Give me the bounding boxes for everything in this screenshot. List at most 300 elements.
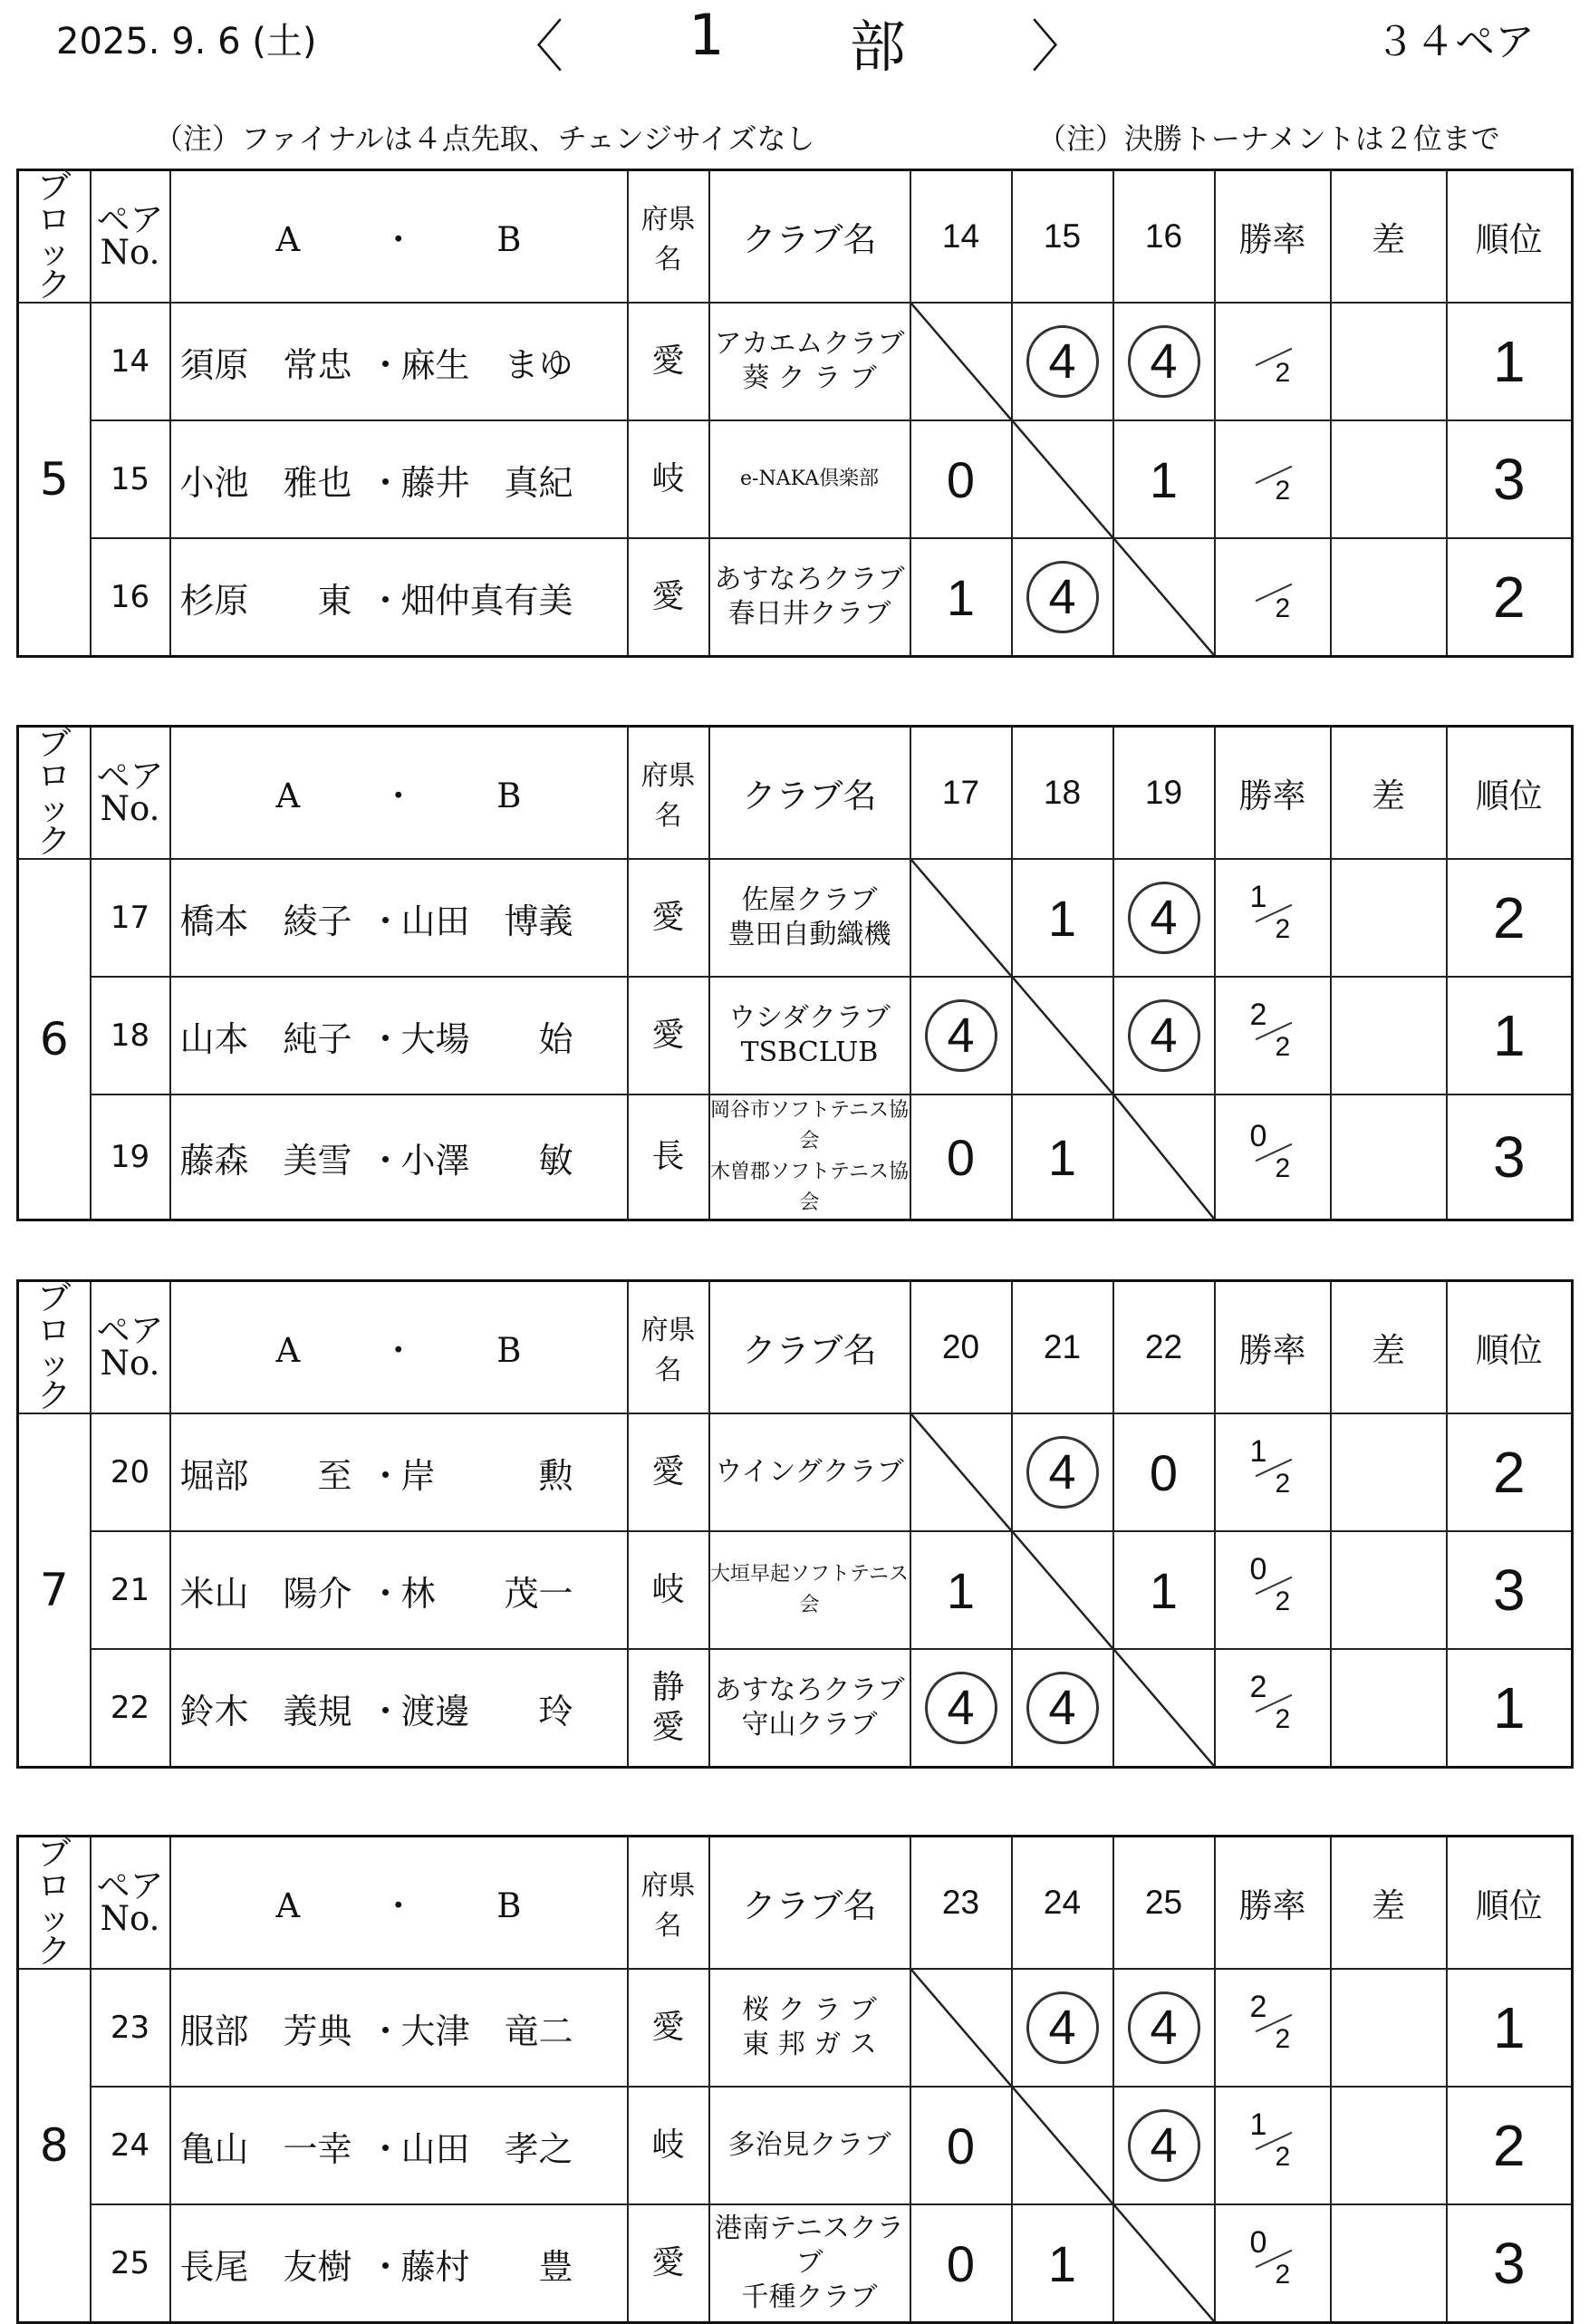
club-name — [709, 303, 910, 420]
col-players-header — [170, 1281, 628, 1414]
win-score-circled: 4 — [1026, 1991, 1099, 2064]
pair-count: ３４ペア — [1375, 19, 1535, 65]
col-block-header: ブロック — [18, 1281, 91, 1414]
block-table — [16, 1279, 1574, 1769]
club-name — [709, 1413, 910, 1531]
col-dot-label: ・ — [381, 1886, 416, 1925]
self-match-cell — [910, 1969, 1012, 2087]
table-row — [18, 1094, 1573, 1220]
table-row — [18, 1649, 1573, 1768]
prefecture: 静 愛 — [628, 1649, 709, 1768]
pair-number: 22 — [91, 1649, 170, 1768]
table-row — [18, 303, 1573, 420]
win-rate — [1215, 1649, 1331, 1768]
win-rate-denominator: 2 — [1275, 2259, 1291, 2290]
col-opponent-header: 16 — [1113, 170, 1215, 304]
rank: 2 — [1447, 1413, 1573, 1531]
name-separator: ・ — [368, 1455, 403, 1496]
player-a-name: 米山 陽介 — [179, 1573, 352, 1614]
point-difference — [1331, 1531, 1447, 1649]
player-a-name: 杉原 東 — [179, 580, 352, 621]
player-b-name: 岸 勲 — [400, 1455, 573, 1496]
name-separator: ・ — [368, 2011, 403, 2051]
club-name-line-1: ウイングクラブ — [715, 1456, 904, 1488]
point-difference — [1331, 538, 1447, 657]
prefecture: 岐 — [628, 420, 709, 538]
pair-number: 20 — [91, 1413, 170, 1531]
col-player-b-label: B — [496, 220, 522, 259]
pair-number: 16 — [91, 538, 170, 657]
player-names — [170, 1531, 628, 1649]
col-dot-label: ・ — [381, 1331, 416, 1370]
division-title — [507, 2, 1087, 82]
col-club-header: クラブ名 — [709, 1837, 910, 1970]
block-number: 6 — [18, 859, 91, 1220]
win-rate-fraction — [1241, 1119, 1305, 1191]
col-win-rate-header: 勝率 — [1215, 170, 1331, 304]
prefecture: 愛 — [628, 977, 709, 1094]
club-name-line-1: 佐屋クラブ — [741, 884, 878, 916]
win-rate-fraction — [1241, 323, 1305, 396]
col-player-a-label: A — [275, 1886, 301, 1925]
rank: 3 — [1447, 1531, 1573, 1649]
club-name-line-1: 多治見クラブ — [727, 2129, 891, 2161]
name-separator: ・ — [368, 2128, 403, 2169]
col-rank-header: 順位 — [1447, 1837, 1573, 1970]
self-match-cell — [1113, 1649, 1215, 1768]
club-name-line-2: 木曽郡ソフトテニス協会 — [709, 1161, 910, 1214]
name-separator: ・ — [368, 1691, 403, 1731]
club-name — [709, 538, 910, 657]
win-rate-numerator: 1 — [1249, 1433, 1267, 1469]
win-rate-fraction — [1241, 559, 1305, 632]
win-rate — [1215, 859, 1331, 977]
division-bracket-open: 〈 — [507, 14, 564, 80]
match-score-value: 1 — [946, 568, 976, 626]
match-score — [1012, 538, 1113, 657]
col-win-rate-header: 勝率 — [1215, 1281, 1331, 1414]
player-b-name: 麻生 まゆ — [400, 344, 573, 385]
win-rate-denominator: 2 — [1275, 475, 1291, 506]
win-score-circled: 4 — [1128, 1991, 1200, 2064]
self-match-cell — [1113, 2204, 1215, 2323]
col-block-header: ブロック — [18, 1837, 91, 1970]
win-score-circled: 4 — [1026, 325, 1099, 398]
win-rate-numerator: 1 — [1249, 2107, 1267, 2142]
col-pair-no-label-1: ペア — [96, 757, 164, 796]
col-diff-header: 差 — [1331, 1281, 1447, 1414]
player-names — [170, 1969, 628, 2087]
player-a-name: 鈴木 義規 — [179, 1691, 352, 1731]
win-rate — [1215, 420, 1331, 538]
club-name-line-2: 東 邦 ガ ス — [742, 2029, 877, 2060]
win-rate-denominator: 2 — [1275, 2023, 1291, 2054]
player-b-name: 山田 孝之 — [400, 2128, 573, 2169]
point-difference — [1331, 1094, 1447, 1220]
col-players-header — [170, 727, 628, 860]
club-name — [709, 420, 910, 538]
point-difference — [1331, 303, 1447, 420]
col-player-b-label: B — [496, 1331, 522, 1370]
win-rate — [1215, 303, 1331, 420]
match-score-value: 1 — [1047, 1128, 1077, 1186]
rank: 1 — [1447, 1969, 1573, 2087]
match-score-value: 1 — [1149, 450, 1179, 508]
club-name-line-1: 岡谷市ソフトテニス協会 — [709, 1099, 910, 1152]
win-rate-fraction — [1241, 1670, 1305, 1742]
col-player-a-label: A — [275, 220, 301, 259]
club-name-line-2: 守山クラブ — [741, 1709, 878, 1741]
prefecture: 愛 — [628, 538, 709, 657]
table-row — [18, 1413, 1573, 1531]
name-separator: ・ — [368, 1018, 403, 1059]
col-player-b-label: B — [496, 1886, 522, 1925]
match-score — [910, 420, 1012, 538]
col-opponent-header: 21 — [1012, 1281, 1113, 1414]
point-difference — [1331, 859, 1447, 977]
pair-number: 19 — [91, 1094, 170, 1220]
point-difference — [1331, 977, 1447, 1094]
col-pair-no-label-1: ペア — [96, 200, 164, 239]
win-rate-denominator: 2 — [1275, 1703, 1291, 1734]
self-match-cell — [1012, 420, 1113, 538]
win-rate — [1215, 1413, 1331, 1531]
club-name-line-2: 豊田自動織機 — [727, 919, 891, 950]
table-row — [18, 1969, 1573, 2087]
player-b-name: 藤井 真紀 — [400, 462, 573, 503]
col-opponent-header: 15 — [1012, 170, 1113, 304]
player-b-name: 大場 始 — [400, 1018, 573, 1059]
col-player-a-label: A — [275, 1331, 301, 1370]
name-separator: ・ — [368, 901, 403, 941]
header-row — [18, 1281, 1573, 1414]
club-name — [709, 2087, 910, 2204]
win-rate-denominator: 2 — [1275, 1031, 1291, 1062]
player-a-name: 長尾 友樹 — [179, 2246, 352, 2287]
pair-number: 23 — [91, 1969, 170, 2087]
block-table — [16, 725, 1574, 1221]
club-name-line-1: アカエムクラブ — [714, 328, 905, 360]
self-match-cell — [910, 303, 1012, 420]
player-a-name: 亀山 一幸 — [179, 2128, 352, 2169]
win-rate-denominator: 2 — [1275, 593, 1291, 623]
block-table — [16, 169, 1574, 658]
table-row — [18, 2204, 1573, 2323]
win-rate-numerator: 2 — [1249, 997, 1267, 1032]
col-prefecture-header: 府県名 — [628, 727, 709, 860]
col-diff-header: 差 — [1331, 1837, 1447, 1970]
club-name — [709, 2204, 910, 2323]
col-diff-header: 差 — [1331, 727, 1447, 860]
player-a-name: 橋本 綾子 — [179, 901, 352, 941]
name-separator: ・ — [368, 2246, 403, 2287]
col-diff-header: 差 — [1331, 170, 1447, 304]
match-score — [910, 1531, 1012, 1649]
name-separator: ・ — [368, 580, 403, 621]
point-difference — [1331, 1969, 1447, 2087]
col-block-header: ブロック — [18, 727, 91, 860]
col-block-header: ブロック — [18, 170, 91, 304]
col-prefecture-header: 府県名 — [628, 1837, 709, 1970]
point-difference — [1331, 420, 1447, 538]
prefecture: 愛 — [628, 303, 709, 420]
win-rate-fraction — [1241, 2225, 1305, 2298]
match-score — [1012, 1969, 1113, 2087]
match-score-value: 0 — [1149, 1443, 1179, 1501]
pair-number: 17 — [91, 859, 170, 977]
division-number: 1 — [689, 2, 725, 68]
col-pair-no-label-2: No. — [100, 1899, 160, 1938]
prefecture: 愛 — [628, 859, 709, 977]
match-score-value: 1 — [1149, 1561, 1179, 1619]
win-score-circled: 4 — [1026, 1436, 1099, 1509]
pair-number: 14 — [91, 303, 170, 420]
col-win-rate-header: 勝率 — [1215, 727, 1331, 860]
self-match-cell — [1012, 1531, 1113, 1649]
rank: 2 — [1447, 538, 1573, 657]
club-name — [709, 1531, 910, 1649]
match-score — [1012, 303, 1113, 420]
division-label: 部 — [849, 14, 906, 80]
match-score-value: 1 — [946, 1561, 976, 1619]
win-rate-numerator: 2 — [1249, 1989, 1267, 2024]
table-row — [18, 859, 1573, 977]
self-match-cell — [1012, 977, 1113, 1094]
match-score-value: 0 — [946, 1128, 976, 1186]
win-rate-fraction — [1241, 998, 1305, 1070]
col-pair-no-label-1: ペア — [96, 1866, 164, 1905]
table-row — [18, 420, 1573, 538]
rank: 1 — [1447, 303, 1573, 420]
header-row — [18, 170, 1573, 304]
col-club-header: クラブ名 — [709, 1281, 910, 1414]
rank: 1 — [1447, 977, 1573, 1094]
prefecture: 愛 — [628, 2204, 709, 2323]
club-name-line-2: 葵 ク ラ ブ — [742, 362, 877, 394]
match-score-value: 0 — [946, 2117, 976, 2175]
win-rate-fraction — [1241, 441, 1305, 514]
win-rate-fraction — [1241, 1990, 1305, 2062]
col-pair-no-header — [91, 727, 170, 860]
name-separator: ・ — [368, 344, 403, 385]
self-match-cell — [1012, 2087, 1113, 2204]
col-rank-header: 順位 — [1447, 170, 1573, 304]
col-opponent-header: 22 — [1113, 1281, 1215, 1414]
col-opponent-header: 14 — [910, 170, 1012, 304]
self-match-cell — [910, 1413, 1012, 1531]
table-row — [18, 977, 1573, 1094]
header-row — [18, 1837, 1573, 1970]
notes — [0, 116, 1589, 156]
club-name — [709, 859, 910, 977]
self-match-cell — [910, 859, 1012, 977]
club-name-line-1: ウシダクラブ — [728, 1002, 891, 1034]
division-bracket-close: 〉 — [1030, 14, 1087, 80]
match-score — [910, 538, 1012, 657]
block-number: 7 — [18, 1413, 91, 1768]
win-rate — [1215, 2087, 1331, 2204]
win-rate-numerator: 0 — [1249, 1118, 1267, 1153]
match-score — [910, 2204, 1012, 2323]
player-b-name: 大津 竜二 — [400, 2011, 573, 2051]
win-score-circled: 4 — [925, 1672, 997, 1744]
col-pair-no-header — [91, 1837, 170, 1970]
pair-number: 18 — [91, 977, 170, 1094]
prefecture: 愛 — [628, 1413, 709, 1531]
col-prefecture-header: 府県名 — [628, 170, 709, 304]
player-names — [170, 1094, 628, 1220]
match-score — [910, 1649, 1012, 1768]
win-score-circled: 4 — [1128, 2109, 1200, 2182]
player-names — [170, 1413, 628, 1531]
player-a-name: 小池 雅也 — [179, 462, 352, 503]
match-score — [1012, 1413, 1113, 1531]
point-difference — [1331, 1413, 1447, 1531]
page-header — [0, 0, 1589, 91]
table-row — [18, 1531, 1573, 1649]
col-pair-no-label-2: No. — [100, 233, 160, 272]
win-score-circled: 4 — [1026, 561, 1099, 633]
rank: 3 — [1447, 2204, 1573, 2323]
match-score — [1113, 303, 1215, 420]
name-separator: ・ — [368, 1573, 403, 1614]
prefecture: 岐 — [628, 2087, 709, 2204]
pair-number: 15 — [91, 420, 170, 538]
match-score-value: 1 — [1047, 2234, 1077, 2292]
club-name-line-1: あすなろクラブ — [714, 1674, 905, 1706]
club-name-line-2: 春日井クラブ — [727, 598, 891, 630]
win-rate-numerator: 0 — [1249, 2224, 1267, 2260]
player-b-name: 藤村 豊 — [400, 2246, 573, 2287]
header-row — [18, 727, 1573, 860]
win-score-circled: 4 — [925, 999, 997, 1072]
match-score — [910, 977, 1012, 1094]
player-names — [170, 538, 628, 657]
player-a-name: 服部 芳典 — [179, 2011, 352, 2051]
block-number: 8 — [18, 1969, 91, 2323]
club-name-line-1: あすなろクラブ — [714, 564, 905, 595]
name-separator: ・ — [368, 1140, 403, 1181]
col-pair-no-header — [91, 1281, 170, 1414]
match-score — [910, 2087, 1012, 2204]
player-b-name: 畑仲真有美 — [400, 580, 573, 621]
club-name-line-2: 千種クラブ — [741, 2281, 878, 2313]
col-dot-label: ・ — [381, 220, 416, 259]
player-names — [170, 977, 628, 1094]
rank: 2 — [1447, 2087, 1573, 2204]
match-score-value: 0 — [946, 2234, 976, 2292]
player-names — [170, 420, 628, 538]
player-a-name: 堀部 至 — [179, 1455, 352, 1496]
win-rate-numerator: 2 — [1249, 1669, 1267, 1704]
club-name — [709, 1094, 910, 1220]
player-names — [170, 303, 628, 420]
player-a-name: 藤森 美雪 — [179, 1140, 352, 1181]
club-name — [709, 1969, 910, 2087]
pair-number: 21 — [91, 1531, 170, 1649]
col-opponent-header: 19 — [1113, 727, 1215, 860]
win-rate-denominator: 2 — [1275, 1586, 1291, 1616]
win-rate-fraction — [1241, 1552, 1305, 1625]
win-rate — [1215, 2204, 1331, 2323]
prefecture: 愛 — [628, 1969, 709, 2087]
player-b-name: 小澤 敏 — [400, 1140, 573, 1181]
col-player-a-label: A — [275, 776, 301, 815]
win-rate — [1215, 1094, 1331, 1220]
block-number: 5 — [18, 303, 91, 657]
col-opponent-header: 18 — [1012, 727, 1113, 860]
col-pair-no-label-2: No. — [100, 789, 160, 828]
win-rate — [1215, 538, 1331, 657]
player-b-name: 林 茂一 — [400, 1573, 573, 1614]
pair-number: 24 — [91, 2087, 170, 2204]
win-score-circled: 4 — [1026, 1672, 1099, 1744]
match-score — [1113, 1531, 1215, 1649]
col-players-header — [170, 1837, 628, 1970]
self-match-cell — [1113, 1094, 1215, 1220]
block-table — [16, 1835, 1574, 2324]
match-score — [1012, 2204, 1113, 2323]
win-score-circled: 4 — [1128, 325, 1200, 398]
match-score — [1113, 1969, 1215, 2087]
point-difference — [1331, 2087, 1447, 2204]
player-a-name: 須原 常忠 — [179, 344, 352, 385]
win-rate — [1215, 1969, 1331, 2087]
match-score-value: 1 — [1047, 889, 1077, 947]
club-name — [709, 1649, 910, 1768]
club-name-line-1: e-NAKA倶楽部 — [739, 468, 880, 490]
player-b-name: 山田 博義 — [400, 901, 573, 941]
col-players-header — [170, 170, 628, 304]
player-a-name: 山本 純子 — [179, 1018, 352, 1059]
win-rate-numerator: 1 — [1249, 879, 1267, 914]
prefecture: 岐 — [628, 1531, 709, 1649]
club-name-line-2: TSBCLUB — [740, 1037, 879, 1068]
col-player-b-label: B — [496, 776, 522, 815]
rank: 3 — [1447, 420, 1573, 538]
rank: 1 — [1447, 1649, 1573, 1768]
win-rate-fraction — [1241, 1434, 1305, 1507]
match-score — [1113, 420, 1215, 538]
win-rate — [1215, 1531, 1331, 1649]
player-b-name: 渡邊 玲 — [400, 1691, 573, 1731]
note-tournament-rule: （注）決勝トーナメントは２位まで — [1037, 121, 1500, 156]
match-score — [1012, 1094, 1113, 1220]
col-opponent-header: 17 — [910, 727, 1012, 860]
rank: 2 — [1447, 859, 1573, 977]
col-prefecture-header: 府県名 — [628, 1281, 709, 1414]
pair-number: 25 — [91, 2204, 170, 2323]
match-score-value: 0 — [946, 450, 976, 508]
table-row — [18, 538, 1573, 657]
col-opponent-header: 20 — [910, 1281, 1012, 1414]
player-names — [170, 1649, 628, 1768]
win-rate-fraction — [1241, 2107, 1305, 2180]
win-rate-denominator: 2 — [1275, 1152, 1291, 1183]
rank: 3 — [1447, 1094, 1573, 1220]
win-rate-denominator: 2 — [1275, 2141, 1291, 2172]
point-difference — [1331, 2204, 1447, 2323]
col-pair-no-label-2: No. — [100, 1344, 160, 1383]
player-names — [170, 859, 628, 977]
club-name-line-1: 港南テニスクラブ — [715, 2213, 904, 2279]
col-win-rate-header: 勝率 — [1215, 1837, 1331, 1970]
match-score — [1012, 1649, 1113, 1768]
match-score — [1113, 977, 1215, 1094]
win-rate-fraction — [1241, 880, 1305, 952]
prefecture: 長 — [628, 1094, 709, 1220]
match-score — [1113, 1413, 1215, 1531]
